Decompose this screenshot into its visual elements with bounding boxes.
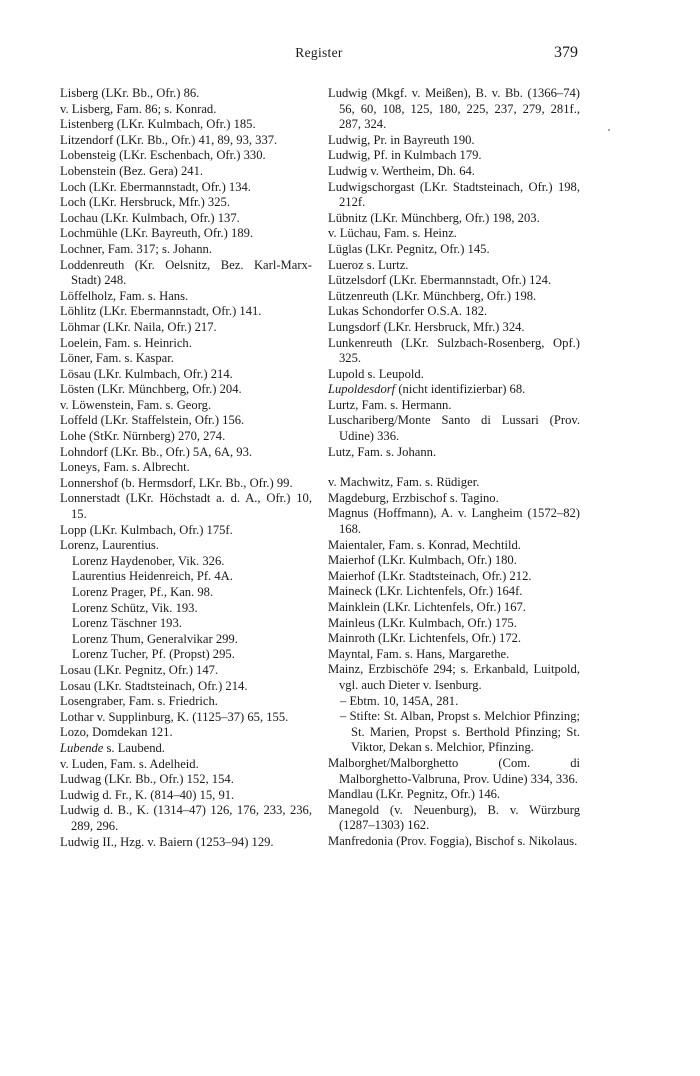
index-entry: Lueroz s. Lurtz. xyxy=(328,257,409,272)
index-entry: Lohe (StKr. Nürnberg) 270, 274. xyxy=(60,429,226,444)
index-entry: v. Löwenstein, Fam. s. Georg. xyxy=(60,397,212,412)
index-entry: Lochner, Fam. 317; s. Johann. xyxy=(60,241,212,256)
index-column-left xyxy=(60,86,312,850)
index-entry: Lunkenreuth (LKr. Sulzbach-Rosenberg, Opf.) 325. xyxy=(328,335,580,366)
index-entry: Mainleus (LKr. Kulmbach, Ofr.) 175. xyxy=(328,615,517,630)
scan-speck xyxy=(608,129,610,131)
index-entry: Mainroth (LKr. Lichtenfels, Ofr.) 172. xyxy=(328,631,522,646)
index-subentry: Lorenz Tucher, Pf. (Propst) 295. xyxy=(72,647,235,662)
index-entry: Ludwag (LKr. Bb., Ofr.) 152, 154. xyxy=(60,772,234,787)
index-entry: Lonnerstadt (LKr. Höchstadt a. d. A., Ofr.) 10, 15. xyxy=(60,491,312,522)
index-entry: Losau (LKr. Pegnitz, Ofr.) 147. xyxy=(60,662,219,677)
index-subentry: Lorenz Täschner 193. xyxy=(72,616,182,631)
index-entry: Mayntal, Fam. s. Hans, Margarethe. xyxy=(328,646,510,661)
index-entry: Manegold (v. Neuenburg), B. v. Würzburg (1287–1303) 162. xyxy=(328,802,580,833)
index-entry: Löhlitz (LKr. Ebermannstadt, Ofr.) 141. xyxy=(60,304,262,319)
index-entry: v. Lisberg, Fam. 86; s. Konrad. xyxy=(60,101,217,116)
index-entry: Loffeld (LKr. Staffelstein, Ofr.) 156. xyxy=(60,413,245,428)
index-dash-entry: – Stifte: St. Alban, Propst s. Melchior Pfinzing; St. Marien, Propst s. Berthold Pfinzing; St. Viktor, Dekan s. Melchior, Pfinzing. xyxy=(340,709,580,755)
index-entry: Lutz, Fam. s. Johann. xyxy=(328,444,437,459)
index-subentry: Lorenz Schütz, Vik. 193. xyxy=(72,600,198,615)
entry-text: (nicht identifizierbar) 68. xyxy=(398,382,526,397)
index-entry: Loelein, Fam. s. Heinrich. xyxy=(60,335,192,350)
index-entry: Litzendorf (LKr. Bb., Ofr.) 41, 89, 93, 337. xyxy=(60,132,278,147)
index-entry: Listenberg (LKr. Kulmbach, Ofr.) 185. xyxy=(60,117,256,132)
index-entry: Lobenstein (Bez. Gera) 241. xyxy=(60,163,204,178)
index-entry: Lubende s. Laubend. xyxy=(60,740,165,755)
running-head xyxy=(60,45,578,67)
index-entry: Lützelsdorf (LKr. Ebermannstadt, Ofr.) 124. xyxy=(328,273,552,288)
index-entry: Ludwig, Pf. in Kulmbach 179. xyxy=(328,148,482,163)
index-entry: Ludwig d. Fr., K. (814–40) 15, 91. xyxy=(60,787,235,802)
index-entry: Loneys, Fam. s. Albrecht. xyxy=(60,460,190,475)
index-entry: Lisberg (LKr. Bb., Ofr.) 86. xyxy=(60,86,200,100)
index-entry xyxy=(328,382,580,398)
index-entry: Lorenz, Laurentius. xyxy=(60,538,159,553)
index-entry: Magdeburg, Erzbischof s. Tagino. xyxy=(328,490,499,505)
index-entry: v. Lüchau, Fam. s. Heinz. xyxy=(328,226,457,241)
index-subentry: Laurentius Heidenreich, Pf. 4A. xyxy=(72,569,233,584)
italic-lemma: Lupoldesdorf xyxy=(328,382,396,397)
index-entry: Mainklein (LKr. Lichtenfels, Ofr.) 167. xyxy=(328,600,526,614)
index-entry: Ludwig d. B., K. (1314–47) 126, 176, 233, 236, 289, 296. xyxy=(60,803,312,833)
index-entry: Maineck (LKr. Lichtenfels, Ofr.) 164f. xyxy=(328,584,523,599)
index-entry: Lohndorf (LKr. Bb., Ofr.) 5A, 6A, 93. xyxy=(60,444,253,459)
index-entry: Lochmühle (LKr. Bayreuth, Ofr.) 189. xyxy=(60,226,254,241)
index-entry: Lobensteig (LKr. Eschenbach, Ofr.) 330. xyxy=(60,148,266,163)
page-title: Register xyxy=(295,45,343,60)
index-entry: Ludwig II., Hzg. v. Baiern (1253–94) 129. xyxy=(60,834,274,849)
index-entry: Losau (LKr. Stadtsteinach, Ofr.) 214. xyxy=(60,678,248,693)
entry-text: Laubend. xyxy=(117,740,165,755)
index-entry: Lösten (LKr. Münchberg, Ofr.) 204. xyxy=(60,382,242,397)
index-entry: Loddenreuth (Kr. Oelsnitz, Bez. Karl-Marx-Stadt) 248. xyxy=(60,257,312,288)
index-entry: Malborghet/Malborghetto (Com. di Malborghetto-Valbruna, Prov. Udine) 334, 336. xyxy=(328,755,580,786)
index-entry: Losengraber, Fam. s. Friedrich. xyxy=(60,694,218,709)
index-entry: Maierhof (LKr. Kulmbach, Ofr.) 180. xyxy=(328,553,517,568)
italic-lemma: Lubende xyxy=(60,740,104,755)
index-entry: Ludwigschorgast (LKr. Stadtsteinach, Ofr.) 198, 212f. xyxy=(328,179,580,210)
index-entry: Magnus (Hoffmann), A. v. Langheim (1572–82) 168. xyxy=(328,506,580,537)
index-entry: Ludwig (Mkgf. v. Meißen), B. v. Bb. (1366–74) 56, 60, 108, 125, 180, 225, 237, 279, 281f., 287, 324. xyxy=(328,86,580,132)
index-entry: Lüglas (LKr. Pegnitz, Ofr.) 145. xyxy=(328,241,490,256)
index-entry: Lozo, Domdekan 121. xyxy=(60,725,173,740)
index-entry: Lopp (LKr. Kulmbach, Ofr.) 175f. xyxy=(60,522,233,537)
page-number: 379 xyxy=(554,44,578,61)
index-entry: Maientaler, Fam. s. Konrad, Mechtild. xyxy=(328,537,521,552)
index-entry: Lungsdorf (LKr. Hersbruck, Mfr.) 324. xyxy=(328,319,525,334)
index-entry: Ludwig v. Wertheim, Dh. 64. xyxy=(328,163,475,178)
index-entry: Lochau (LKr. Kulmbach, Ofr.) 137. xyxy=(60,210,240,225)
index-column-right xyxy=(328,86,580,850)
index-subentry: Lorenz Haydenober, Vik. 326. xyxy=(72,553,225,568)
index-entry: v. Luden, Fam. s. Adelheid. xyxy=(60,756,199,771)
index-entry: Luschariberg/Monte Santo di Lussari (Prov. Udine) 336. xyxy=(328,413,580,444)
index-dash-entry: – Ebtm. 10, 145A, 281. xyxy=(340,693,459,708)
index-entry: Lukas Schondorfer O.S.A. 182. xyxy=(328,304,488,319)
index-subentry: Lorenz Thum, Generalvikar 299. xyxy=(72,631,238,646)
index-entry: Lupold s. Leupold. xyxy=(328,366,424,381)
index-entry: Lösau (LKr. Kulmbach, Ofr.) 214. xyxy=(60,366,233,381)
index-entry: Loch (LKr. Hersbruck, Mfr.) 325. xyxy=(60,195,230,210)
index-entry: Lonnershof (b. Hermsdorf, LKr. Bb., Ofr.) 99. xyxy=(60,475,293,490)
index-subentry: Lorenz Prager, Pf., Kan. 98. xyxy=(72,585,214,599)
index-entry: Löhmar (LKr. Naila, Ofr.) 217. xyxy=(60,319,217,334)
index-entry: v. Machwitz, Fam. s. Rüdiger. xyxy=(328,475,480,490)
index-entry: Löner, Fam. s. Kaspar. xyxy=(60,351,174,366)
index-entry: Manfredonia (Prov. Foggia), Bischof s. Nikolaus. xyxy=(328,833,578,848)
index-entry: Lübnitz (LKr. Münchberg, Ofr.) 198, 203. xyxy=(328,210,540,225)
index-entry: Mainz, Erzbischöfe 294; s. Erkanbald, Luitpold, vgl. auch Dieter v. Isenburg. xyxy=(328,662,580,692)
index-entry: Ludwig, Pr. in Bayreuth 190. xyxy=(328,132,475,147)
index-entry: Maierhof (LKr. Stadtsteinach, Ofr.) 212. xyxy=(328,568,532,583)
index-entry: Löffelholz, Fam. s. Hans. xyxy=(60,288,189,303)
index-entry: Lützenreuth (LKr. Münchberg, Ofr.) 198. xyxy=(328,288,537,303)
index-entry: Loch (LKr. Ebermannstadt, Ofr.) 134. xyxy=(60,179,251,194)
index-entry: Lothar v. Supplinburg, K. (1125–37) 65, 155. xyxy=(60,709,289,724)
section-gap xyxy=(328,460,580,475)
index-entry: Mandlau (LKr. Pegnitz, Ofr.) 146. xyxy=(328,787,501,802)
index-entry: Lurtz, Fam. s. Hermann. xyxy=(328,397,452,412)
